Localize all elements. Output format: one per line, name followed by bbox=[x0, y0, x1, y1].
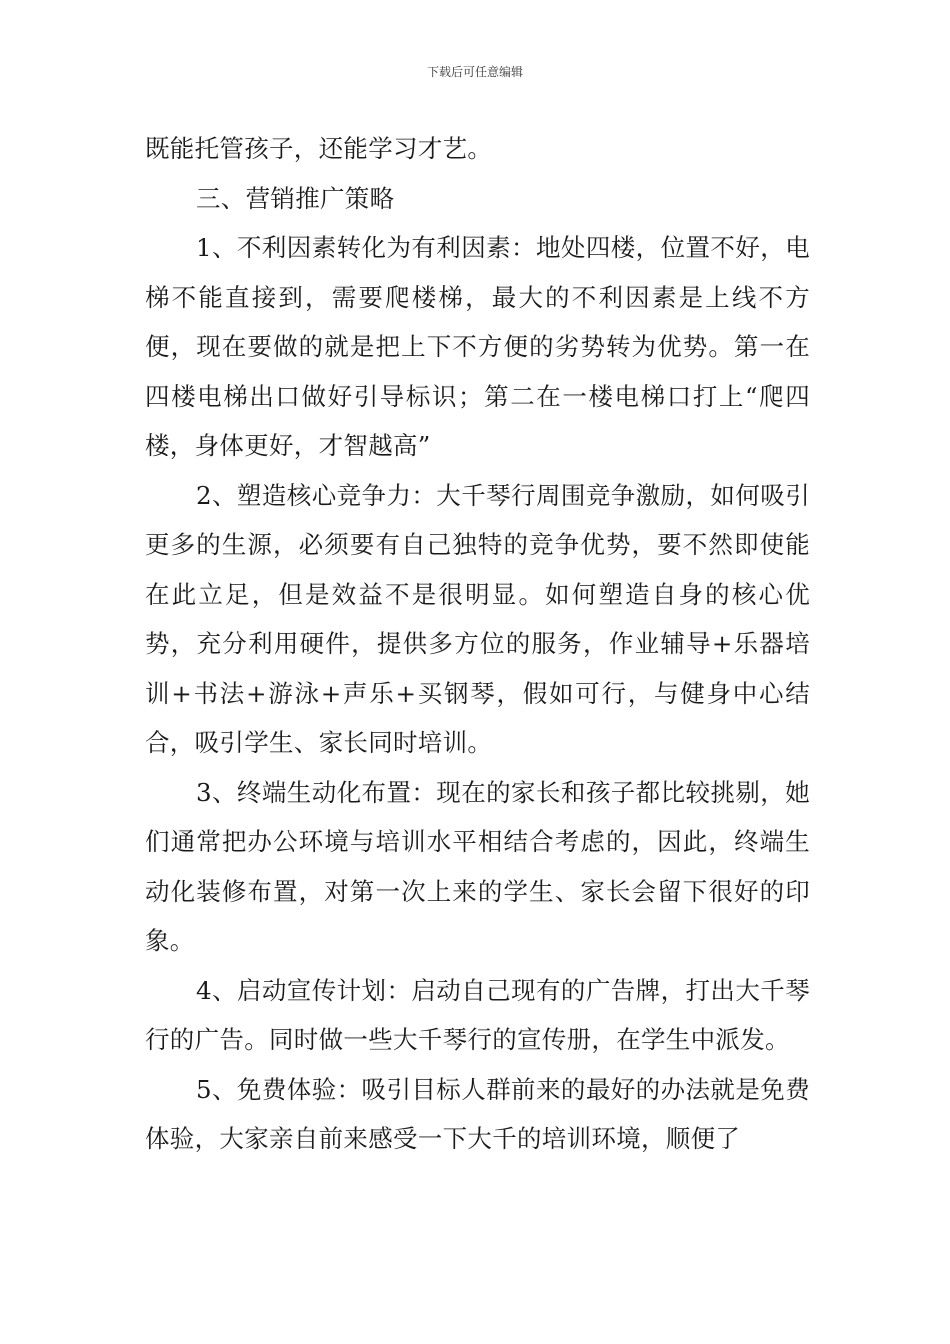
paragraph-item-3: 3、终端生动化布置：现在的家长和孩子都比较挑剔，她们通常把办公环境与培训水平相结合考虑的，因此，终端生动化装修布置，对第一次上来的学生、家长会留下很好的印象。 bbox=[145, 777, 810, 955]
paragraph-item-5: 5、免费体验：吸引目标人群前来的最好的办法就是免费体验，大家亲自前来感受一下大千的培训环境，顺便了 bbox=[145, 1074, 810, 1153]
document-body bbox=[145, 124, 810, 1164]
page-header: 下载后可任意编辑 bbox=[426, 65, 523, 79]
paragraph-item-4: 4、启动宣传计划：启动自己现有的广告牌，打出大千琴行的广告。同时做一些大千琴行的宣传册，在学生中派发。 bbox=[145, 975, 810, 1054]
paragraph-item-2: 2、塑造核心竞争力：大千琴行周围竞争激励，如何吸引更多的生源，必须要有自己独特的竞争优势，要不然即使能在此立足，但是效益不是很明显。如何塑造自身的核心优势，充分利用硬件，提供多方位的服务，作业辅导+乐器培训+书法+游泳+声乐+买钢琴，假如可行，与健身中心结合，吸引学生、家长同时培训。 bbox=[145, 480, 810, 757]
paragraph-item-1: 1、不利因素转化为有利因素：地处四楼，位置不好，电梯不能直接到，需要爬楼梯，最大的不利因素是上线不方便，现在要做的就是把上下不方便的劣势转为优势。第一在四楼电梯出口做好引导标识；第二在一楼电梯口打上“爬四楼，身体更好，才智越高” bbox=[145, 233, 810, 460]
paragraph-continuation: 既能托管孩子，还能学习才艺。 bbox=[145, 134, 493, 163]
section-heading: 三、营销推广策略 bbox=[196, 183, 395, 213]
